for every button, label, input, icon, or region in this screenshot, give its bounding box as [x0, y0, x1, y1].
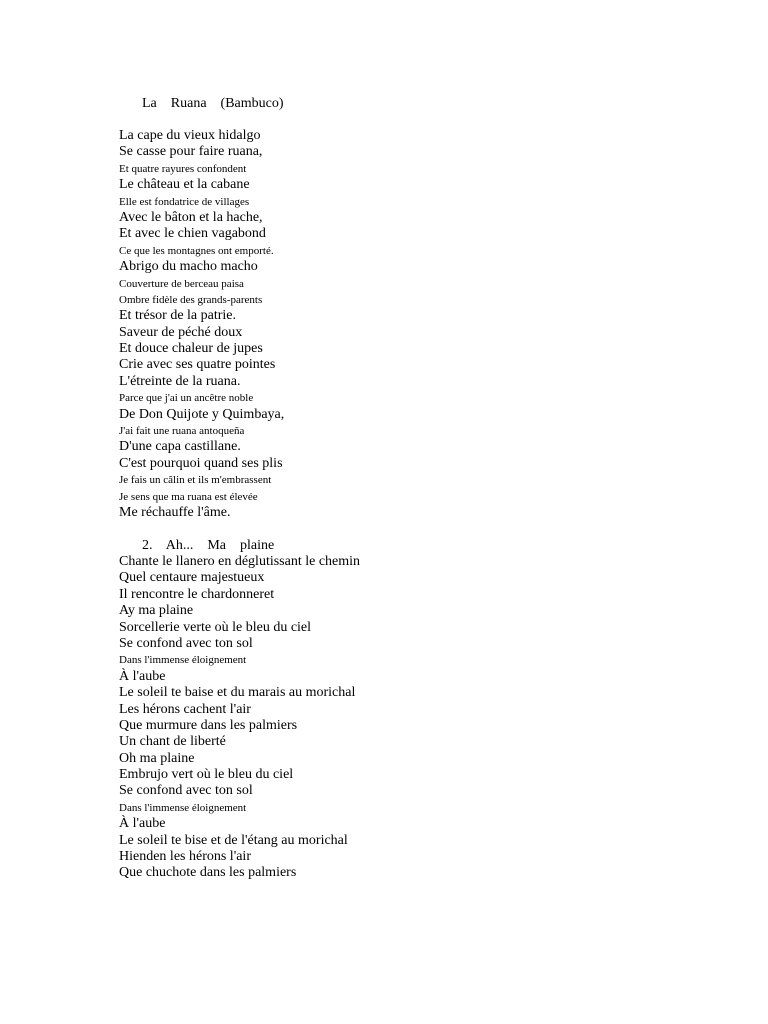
poem-line: Avec le bâton et la hache,: [119, 209, 263, 225]
poem-line: Se confond avec ton sol: [119, 635, 253, 651]
poem-line: C'est pourquoi quand ses plis: [119, 455, 283, 471]
poem-stanza-la-ruana: [119, 128, 284, 521]
poem-line: Se confond avec ton sol: [119, 783, 253, 799]
poem-line: Crie avec ses quatre pointes: [119, 357, 276, 373]
poem-line: Et trésor de la patrie.: [119, 308, 237, 324]
poem-line: Et quatre rayures confondent: [119, 162, 247, 175]
poem-line: Et avec le chien vagabond: [119, 226, 266, 242]
poem-line: Saveur de péché doux: [119, 324, 243, 340]
poem-line: Je sens que ma ruana est élevée: [119, 490, 258, 503]
poem-line: Les hérons cachent l'air: [119, 701, 251, 717]
poem-stanza-ma-plaine: [119, 554, 360, 882]
poem-line: Embrujo vert où le bleu du ciel: [119, 767, 294, 783]
poem-line: Parce que j'ai un ancêtre noble: [119, 392, 254, 405]
poem-line: Se casse pour faire ruana,: [119, 144, 263, 160]
poem-line: D'une capa castillane.: [119, 439, 241, 455]
poem-line: Que chuchote dans les palmiers: [119, 865, 297, 881]
poem-line: L'étreinte de la ruana.: [119, 373, 241, 389]
poem-line: Le soleil te baise et du marais au morichal: [119, 685, 356, 701]
poem-line: Hienden les hérons l'air: [119, 849, 251, 865]
poem-title-la-ruana: La Ruana (Bambuco): [142, 96, 284, 111]
poem-line: De Don Quijote y Quimbaya,: [119, 406, 285, 422]
poem-line: Oh ma plaine: [119, 750, 195, 766]
poem-line: Me réchauffe l'âme.: [119, 504, 231, 520]
poem-line: Quel centaure majestueux: [119, 570, 265, 586]
poem-line: Ce que les montagnes ont emporté.: [119, 244, 274, 257]
poem-line: Le soleil te bise et de l'étang au morichal: [119, 832, 348, 848]
poem-line: Ombre fidèle des grands-parents: [119, 293, 263, 306]
poem-line: Sorcellerie verte où le bleu du ciel: [119, 619, 312, 635]
poem-line: À l'aube: [119, 668, 166, 684]
poem-line: Ay ma plaine: [119, 603, 194, 619]
poem-line: Un chant de liberté: [119, 734, 226, 750]
poem-line: La cape du vieux hidalgo: [119, 128, 261, 143]
poem-line: Et douce chaleur de jupes: [119, 341, 263, 357]
poem-line: Je fais un câlin et ils m'embrassent: [119, 474, 272, 487]
poem-line: Dans l'immense éloignement: [119, 801, 247, 814]
poem-line: J'ai fait une ruana antoqueña: [119, 425, 245, 438]
poem-line: Que murmure dans les palmiers: [119, 717, 298, 733]
poem-line: Le château et la cabane: [119, 177, 250, 193]
poem-line: Dans l'immense éloignement: [119, 654, 247, 667]
poem-line: Couverture de berceau paisa: [119, 277, 244, 290]
poem-line: Chante le llanero en déglutissant le chemin: [119, 554, 361, 569]
poem-title-ma-plaine: 2. Ah... Ma plaine: [142, 538, 275, 553]
poem-line: Il rencontre le chardonneret: [119, 586, 275, 602]
poem-line: À l'aube: [119, 816, 166, 832]
poem-line: Elle est fondatrice de villages: [119, 195, 250, 208]
poem-line: Abrigo du macho macho: [119, 259, 258, 275]
